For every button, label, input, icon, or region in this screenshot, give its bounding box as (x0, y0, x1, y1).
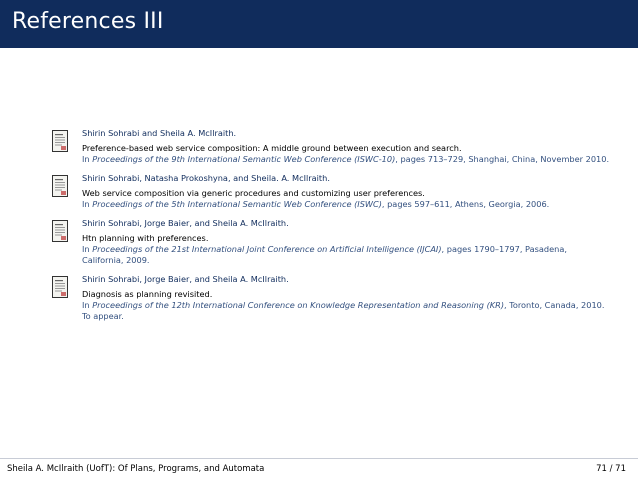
slide-header (0, 0, 638, 48)
reference-authors: Shirin Sohrabi and Sheila A. McIlraith. (82, 128, 237, 138)
reference-venue (82, 244, 628, 255)
reference-item (48, 128, 628, 165)
reference-authors: Shirin Sohrabi, Jorge Baier, and Sheila A. McIlraith. (82, 218, 289, 228)
reference-venue (82, 199, 628, 210)
venue-name: Proceedings of the 21st International Joint Conference on Artificial Intelligence (IJCAI) (92, 244, 442, 254)
page-number: 71 / 71 (596, 464, 626, 474)
document-icon (52, 175, 68, 197)
reference-title: Web service composition via generic procedures and customizing user preferences. (82, 188, 425, 198)
reference-title: Diagnosis as planning revisited. (82, 289, 213, 299)
venue-prefix: In (82, 300, 93, 310)
venue-prefix: In (82, 244, 93, 254)
reference-item (48, 274, 628, 322)
document-icon (52, 130, 68, 152)
venue-name: Proceedings of the 5th International Semantic Web Conference (ISWC) (92, 199, 382, 209)
venue-name: Proceedings of the 12th International Conference on Knowledge Representation and Reasoning (KR) (92, 300, 505, 310)
venue-prefix: In (82, 199, 93, 209)
document-icon (52, 220, 68, 242)
reference-note: To appear. (82, 311, 124, 321)
reference-list (48, 128, 628, 330)
reference-authors: Shirin Sohrabi, Jorge Baier, and Sheila A. McIlraith. (82, 274, 289, 284)
footer-presentation-info: Sheila A. McIlraith (UofT): Of Plans, Programs, and Automata (7, 464, 265, 474)
reference-venue-continued: California, 2009. (82, 255, 150, 265)
slide-footer (0, 458, 638, 480)
reference-venue (82, 154, 628, 165)
reference-title: Preference-based web service composition: A middle ground between execution and search. (82, 143, 462, 153)
venue-details: , Toronto, Canada, 2010. (504, 300, 605, 310)
venue-details: , pages 713–729, Shanghai, China, November 2010. (395, 154, 610, 164)
reference-venue (82, 300, 628, 311)
venue-name: Proceedings of the 9th International Semantic Web Conference (ISWC-10) (92, 154, 396, 164)
reference-item (48, 218, 628, 266)
slide-title: References III (12, 9, 164, 34)
venue-details: , pages 597–611, Athens, Georgia, 2006. (381, 199, 550, 209)
venue-details: , pages 1790–1797, Pasadena, (441, 244, 567, 254)
reference-item (48, 173, 628, 210)
reference-title: Htn planning with preferences. (82, 233, 209, 243)
reference-authors: Shirin Sohrabi, Natasha Prokoshyna, and Sheila. A. McIlraith. (82, 173, 330, 183)
document-icon (52, 276, 68, 298)
venue-prefix: In (82, 154, 93, 164)
